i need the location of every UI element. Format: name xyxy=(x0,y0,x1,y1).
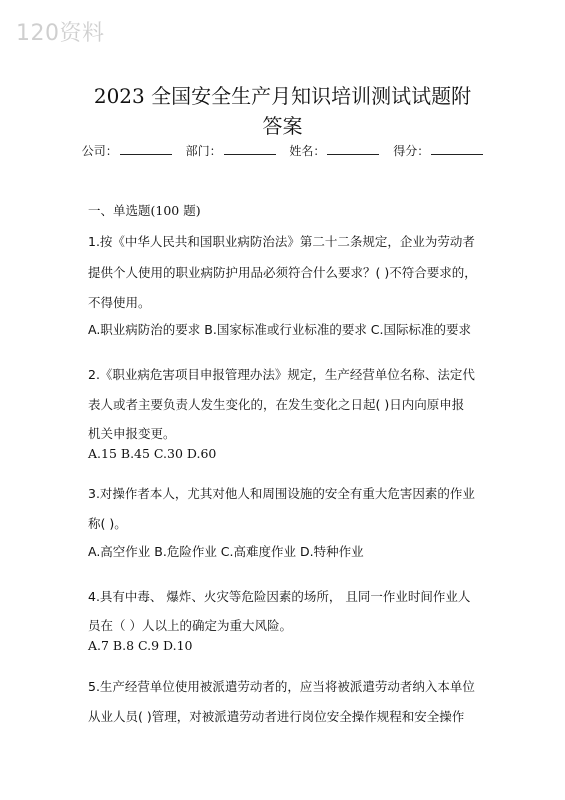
question-3-options: A.高空作业 B.危险作业 C.高难度作业 D.特种作业 xyxy=(88,544,364,559)
question-5-line-1: 5.生产经营单位使用被派遣劳动者的，应当将被派遣劳动者纳入本单位 xyxy=(88,679,475,694)
document-title-line-2: 答案 xyxy=(262,114,303,138)
question-1-line-3: 不得使用。 xyxy=(88,295,151,310)
info-fields xyxy=(0,142,565,159)
section-heading: 一、单选题(100 题) xyxy=(88,203,201,218)
question-5-line-2: 从业人员( )管理，对被派遣劳动者进行岗位安全操作规程和安全操作 xyxy=(88,709,465,724)
question-1-line-2: 提供个人使用的职业病防护用品必须符合什么要求？( )不符合要求的， xyxy=(88,265,477,280)
score-blank xyxy=(431,142,483,155)
company-blank xyxy=(120,142,172,155)
watermark-logo: 120资料 xyxy=(16,21,105,46)
question-4-line-2: 员在（ ）人以上的确定为重大风险。 xyxy=(88,618,292,633)
question-2-line-2: 表人或者主要负责人发生变化的，在发生变化之日起( )日内向原申报 xyxy=(88,397,465,412)
company-label: 公司： xyxy=(81,144,118,158)
department-blank xyxy=(224,142,276,155)
question-2-options: A.15 B.45 C.30 D.60 xyxy=(88,446,217,461)
question-1-line-1: 1.按《中华人民共和国职业病防治法》第二十二条规定，企业为劳动者 xyxy=(88,234,475,249)
document-title-line-1: 2023 全国安全生产月知识培训测试试题附 xyxy=(93,84,472,108)
question-3-line-1: 3.对操作者本人，尤其对他人和周围设施的安全有重大危害因素的作业 xyxy=(88,486,475,501)
question-2-line-1: 2.《职业病危害项目申报管理办法》规定，生产经营单位名称、法定代 xyxy=(88,367,475,382)
question-4-options: A.7 B.8 C.9 D.10 xyxy=(88,638,193,653)
question-4-line-1: 4.具有中毒、 爆炸、火灾等危险因素的场所， 且同一作业时间作业人 xyxy=(88,589,471,604)
score-label: 得分： xyxy=(393,144,430,158)
name-blank xyxy=(327,142,379,155)
question-3-line-2: 称( )。 xyxy=(88,516,127,531)
name-label: 姓名： xyxy=(289,144,326,158)
department-label: 部门： xyxy=(185,144,222,158)
question-2-line-3: 机关申报变更。 xyxy=(88,426,176,441)
question-1-options: A.职业病防治的要求 B.国家标准或行业标准的要求 C.国际标准的要求 xyxy=(88,322,472,337)
